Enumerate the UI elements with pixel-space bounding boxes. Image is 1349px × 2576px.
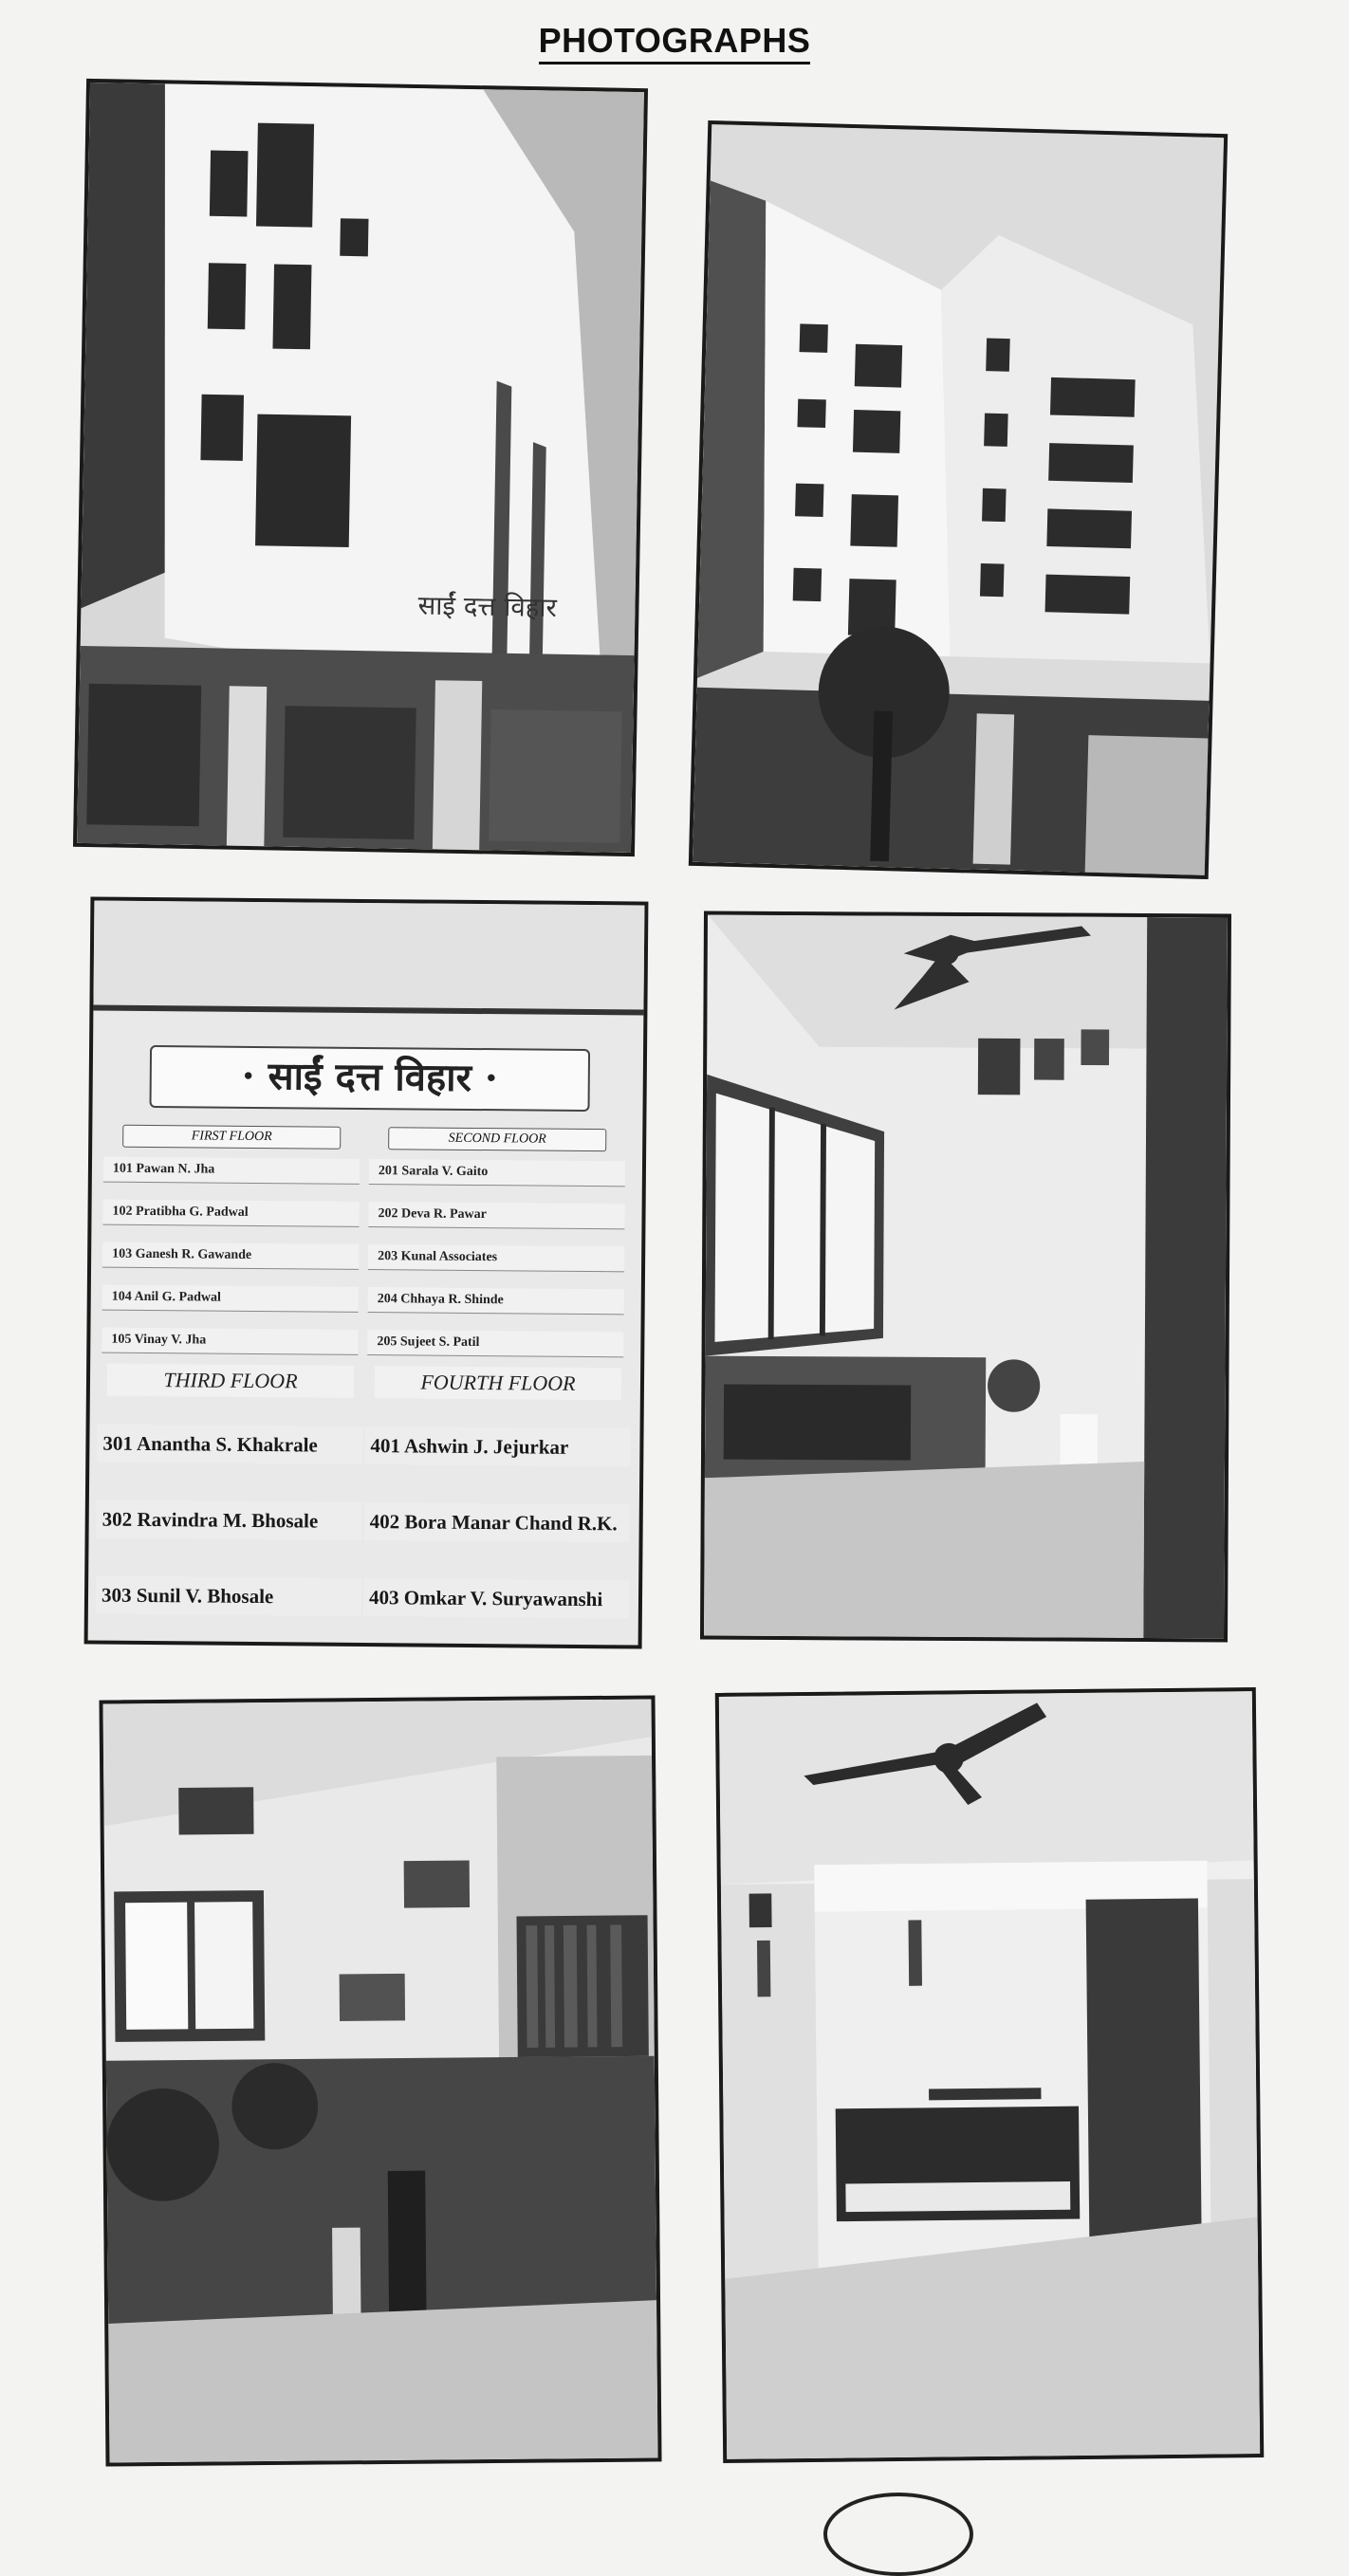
resident-entry: 105 Vinay V. Jha: [102, 1328, 358, 1355]
stamp-seal: [823, 2493, 973, 2576]
building-exterior-photo-2: [689, 120, 1228, 879]
resident-entry: 102 Pratibha G. Padwal: [102, 1200, 359, 1227]
first-floor-column: [102, 1125, 360, 1372]
fourth-floor-column: [363, 1366, 631, 1618]
resident-entry: 303 Sunil V. Bhosale: [96, 1576, 361, 1616]
notice-board-title: · साईं दत्त विहार ·: [150, 1045, 591, 1112]
interior-room-ceiling-fan-photo: [715, 1687, 1264, 2463]
resident-entry: 402 Bora Manar Chand R.K.: [364, 1502, 630, 1542]
resident-entry: 202 Deva R. Pawar: [368, 1202, 624, 1229]
resident-entry: 204 Chhaya R. Shinde: [368, 1287, 624, 1315]
resident-entry: 101 Pawan N. Jha: [103, 1157, 360, 1185]
interior-living-room-photo: [99, 1695, 661, 2466]
third-floor-column: [96, 1364, 363, 1616]
resident-entry: 302 Ravindra M. Bhosale: [97, 1500, 362, 1540]
building-exterior-photo-1: [73, 79, 648, 856]
resident-entry: 104 Anil G. Padwal: [102, 1285, 359, 1313]
resident-entry: 103 Ganesh R. Gawande: [102, 1242, 359, 1270]
resident-notice-board-photo: [84, 896, 649, 1648]
page-title: PHOTOGRAPHS: [0, 21, 1349, 61]
resident-entry: 203 Kunal Associates: [368, 1244, 624, 1272]
resident-entry: 401 Ashwin J. Jejurkar: [364, 1426, 630, 1466]
floor-heading: SECOND FLOOR: [388, 1127, 606, 1151]
resident-entry: 403 Omkar V. Suryawanshi: [363, 1578, 629, 1618]
resident-entry: 205 Sujeet S. Patil: [367, 1330, 623, 1357]
floor-heading: FIRST FLOOR: [122, 1125, 341, 1150]
floor-heading: FOURTH FLOOR: [375, 1366, 621, 1400]
interior-room-window-photo: [700, 911, 1231, 1643]
second-floor-column: [367, 1127, 625, 1374]
floor-heading: THIRD FLOOR: [107, 1364, 354, 1398]
resident-entry: 301 Anantha S. Khakrale: [97, 1425, 362, 1464]
resident-entry: 201 Sarala V. Gaito: [369, 1159, 625, 1187]
building-sign: साईं दत्त विहार: [417, 589, 558, 624]
